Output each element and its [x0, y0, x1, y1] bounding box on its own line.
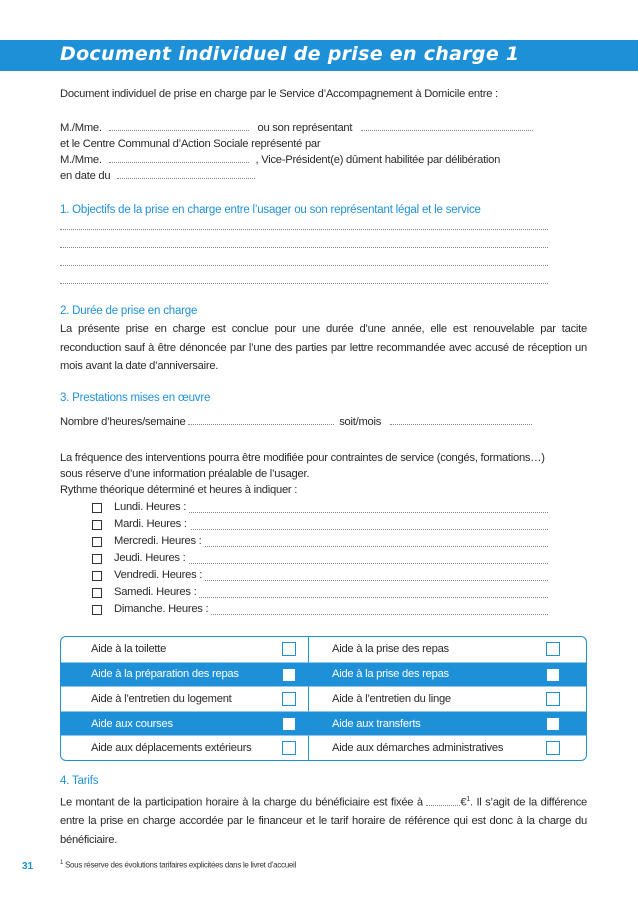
- rhythm-text: Rythme théorique déterminé et heures à indiquer :: [60, 484, 298, 496]
- representative-field[interactable]: [361, 121, 533, 131]
- service-label: Aide à la toilette: [91, 643, 167, 656]
- party-label-3: M./Mme.: [60, 154, 102, 166]
- checkbox-wednesday[interactable]: [92, 537, 102, 547]
- page-title: Document individuel de prise en charge 1: [60, 43, 520, 65]
- tariff-text: [60, 791, 587, 849]
- title-band: [0, 40, 638, 71]
- service-cell: [309, 662, 586, 687]
- tariff-text-c: différence entre la prise en charge accordée par le financeur et le tarif horaire de référence qui est donc à la charge du bénéficiaire.: [60, 796, 588, 846]
- checkbox-tuesday[interactable]: [92, 520, 102, 530]
- hours-week-label: Nombre d’heures/semaine: [60, 416, 186, 428]
- service-label: Aide à l’entretien du linge: [332, 692, 451, 705]
- service-label: Aide aux déplacements extérieurs: [91, 742, 252, 755]
- objectives-line-1[interactable]: [60, 229, 548, 230]
- service-cell: [309, 686, 586, 711]
- vice-president-field[interactable]: [109, 153, 249, 163]
- party-label-1: M./Mme.: [60, 122, 102, 134]
- party-line-2: et le Centre Communal d’Action Sociale représenté par: [60, 138, 321, 150]
- services-row: [61, 637, 586, 662]
- tariff-text-a: Le montant de la participation horaire à la charge du bénéficiaire est fixée à: [60, 796, 423, 809]
- service-label: Aide à la prise des repas: [332, 643, 449, 656]
- objectives-line-3[interactable]: [60, 265, 548, 266]
- service-label: Aide à la préparation des repas: [91, 668, 239, 681]
- checkbox-sunday[interactable]: [92, 605, 102, 615]
- footnote: [60, 860, 296, 870]
- hours-line: [60, 414, 587, 430]
- service-cell: [61, 637, 309, 662]
- party-line-3: [60, 152, 587, 168]
- checkbox-saturday[interactable]: [92, 588, 102, 598]
- service-cell: [309, 711, 586, 736]
- tariff-amount-field[interactable]: [426, 796, 460, 806]
- day-row-sunday: [92, 603, 548, 619]
- service-checkbox[interactable]: [546, 692, 560, 706]
- services-table: [60, 636, 587, 761]
- service-cell: [309, 735, 586, 760]
- service-label: Aide aux courses: [91, 717, 173, 730]
- party-name-field[interactable]: [109, 121, 249, 131]
- service-checkbox[interactable]: [282, 642, 296, 656]
- service-checkbox[interactable]: [546, 668, 560, 682]
- page-number: 31: [22, 861, 34, 872]
- vice-president-label: , Vice-Président(e) dûment habilitée par délibération: [255, 154, 501, 166]
- euro-sign: €: [460, 796, 467, 809]
- representative-label: ou son représentant: [257, 122, 353, 134]
- date-field[interactable]: [117, 169, 255, 179]
- objectives-line-4[interactable]: [60, 283, 548, 284]
- service-checkbox[interactable]: [282, 741, 296, 755]
- services-row: [61, 662, 586, 687]
- service-checkbox[interactable]: [282, 668, 296, 682]
- day-label: Dimanche. Heures :: [114, 603, 211, 615]
- service-label: Aide à l’entretien du logement: [91, 692, 232, 705]
- day-row-monday: [92, 501, 548, 517]
- service-checkbox[interactable]: [546, 741, 560, 755]
- service-cell: [61, 662, 309, 687]
- objectives-line-2[interactable]: [60, 247, 548, 248]
- day-row-wednesday: [92, 535, 548, 551]
- day-label: Vendredi. Heures :: [114, 569, 205, 581]
- service-checkbox[interactable]: [546, 717, 560, 731]
- footnote-ref: 1: [466, 796, 471, 803]
- checkbox-monday[interactable]: [92, 503, 102, 513]
- day-label: Samedi. Heures :: [114, 586, 199, 598]
- tariff-text-b: . Il s’agit de la: [470, 796, 538, 809]
- services-row: [61, 711, 586, 736]
- frequency-line-2: sous réserve d’une information préalable de l’usager.: [60, 468, 310, 480]
- services-row: [61, 735, 586, 760]
- intro-text: Document individuel de prise en charge par le Service d’Accompagnement à Domicile entre :: [60, 88, 498, 100]
- service-cell: [61, 735, 309, 760]
- day-label: Mardi. Heures :: [114, 518, 190, 530]
- duration-text: La présente prise en charge est conclue pour une durée d’une année, elle est renouvelable par tacite reconduction sauf à être dénoncée par l’une des parties par lettre recommandée avec accusé de réception un mois avant la date d’anniversaire.: [60, 323, 587, 372]
- footnote-text: Sous réserve des évolutions tarifaires explicitées dans le livret d’accueil: [64, 860, 296, 870]
- per-month-label: soit/mois: [339, 416, 382, 428]
- party-line-4: [60, 168, 587, 184]
- day-row-tuesday: [92, 518, 548, 534]
- services-row: [61, 686, 586, 711]
- service-cell: [61, 686, 309, 711]
- section4-heading: 4. Tarifs: [60, 775, 99, 787]
- day-row-saturday: [92, 586, 548, 602]
- footnote-mark: 1: [60, 860, 64, 866]
- service-checkbox[interactable]: [282, 692, 296, 706]
- section1-heading: 1. Objectifs de la prise en charge entre l’usager ou son représentant légal et le service: [60, 204, 481, 216]
- service-label: Aide aux transferts: [332, 717, 421, 730]
- day-label: Mercredi. Heures :: [114, 535, 205, 547]
- service-label: Aide à la prise des repas: [332, 668, 449, 681]
- service-checkbox[interactable]: [282, 717, 296, 731]
- date-label: en date du: [60, 170, 111, 182]
- frequency-line-1: La fréquence des interventions pourra être modifiée pour contraintes de service (congés, formations…): [60, 452, 545, 464]
- section3-heading: 3. Prestations mises en œuvre: [60, 392, 211, 404]
- day-row-friday: [92, 569, 548, 585]
- day-row-thursday: [92, 552, 548, 568]
- service-checkbox[interactable]: [546, 642, 560, 656]
- party-line-1: [60, 120, 587, 136]
- service-label: Aide aux démarches administratives: [332, 742, 504, 755]
- service-cell: [61, 711, 309, 736]
- service-cell: [309, 637, 586, 662]
- checkbox-friday[interactable]: [92, 571, 102, 581]
- day-label: Lundi. Heures :: [114, 501, 189, 513]
- hours-week-field[interactable]: [188, 415, 334, 425]
- per-month-field[interactable]: [390, 415, 532, 425]
- checkbox-thursday[interactable]: [92, 554, 102, 564]
- day-label: Jeudi. Heures :: [114, 552, 189, 564]
- section2-heading: 2. Durée de prise en charge: [60, 305, 198, 317]
